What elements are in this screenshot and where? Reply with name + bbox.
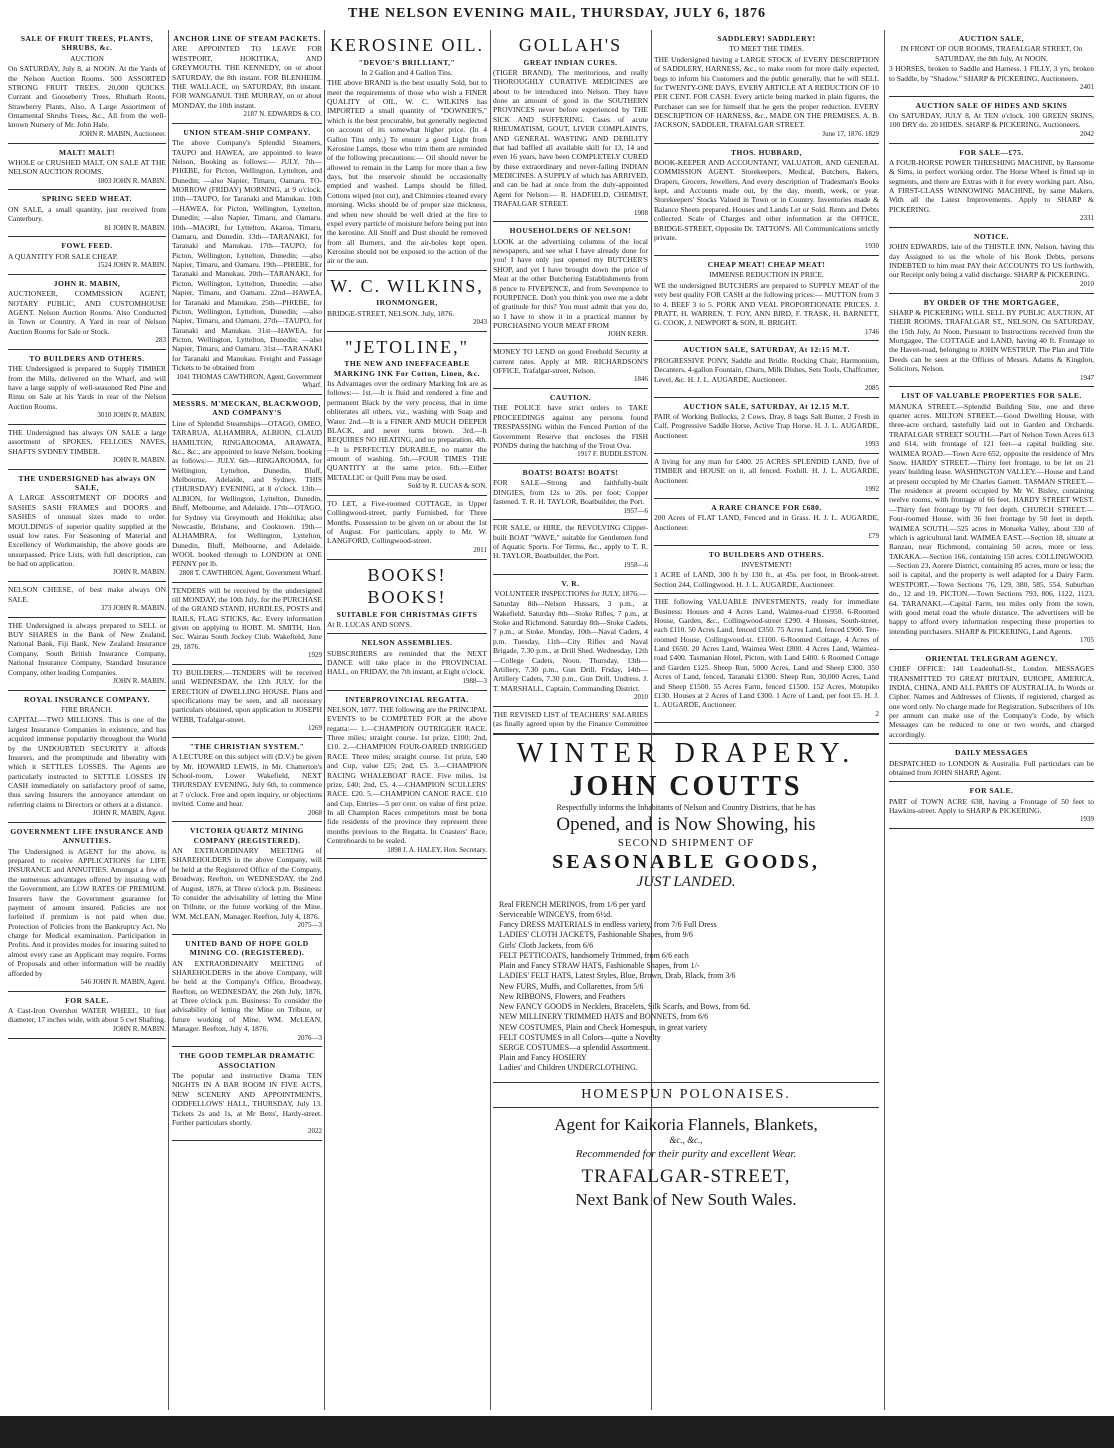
- ad-heading: BOATS! BOATS! BOATS!: [522, 468, 619, 477]
- ad-signature: JOHN R. MABIN, Agent.: [92, 809, 166, 818]
- drapery-title: WINTER DRAPERY.: [516, 738, 856, 769]
- ad-body-text: LOOK at the advertising columns of the local newspapers, and see what I have already done for you! I have only just opened my BUTCHER'S SHOP, and yet I have brought down the price of Meat at the other Butchering Establishments from 8 pence to FIVEPENCE, and from Sevenpence to FOURPENCE. Don't you think you owe me a debt of gratitude for this? You must admit that you do, so I have to show it in a practical manner by PURCHASING YOUR MEAT FROM: [493, 236, 648, 330]
- advertisement: [327, 271, 487, 332]
- ad-body-text: AN EXTRAORDINARY MEETING of SHAREHOLDERS in the above Company, will be held at the Company's Office, Broadway, Reefton, on WEDNESDAY, the 26th July, 1876, at Three o'clock p.m. Business: To consider the advisability of letting the Mine on Tribute, or future working of Mine. WM. McLEAN, Manager. Reefton, July 4, 1876.: [172, 958, 322, 1034]
- advertisement: [889, 782, 1094, 829]
- ad-signature: 1958—6: [623, 560, 648, 569]
- ad-heading: HOUSEHOLDERS OF NELSON!: [509, 226, 632, 236]
- advertisement: [889, 650, 1094, 744]
- ad-body-text: Its Advantages over the ordinary Marking Ink are as follows:— 1st.—It is fluid and rendered a fine and permanent Black by the very process, that in time obliterates all others, viz., washing with Soap and Water. 2nd.—It is a FINER AND MUCH DEEPER BLACK, and never turns brown. 3rd.—It REQUIRES NO HEATING, and no preparation. 4th.—It is PERFECTLY DURABLE, no matter the amount of washing. 5th.—FOUR TIMES THE QUANTITY at the same price. 6th.—Either METALLIC or Quill Pens may be used.: [327, 379, 487, 482]
- winter-drapery-ad: [493, 733, 879, 1211]
- advertisement: [327, 634, 487, 690]
- ad-heading: JOHN R. MABIN,: [53, 278, 121, 288]
- ad-subheading: In 2 Gallon and 4 Gallon Tins.: [361, 67, 453, 77]
- ad-signature: 1917 F. BUDDLESTON.: [577, 450, 648, 459]
- ad-body-text: At R. LUCAS AND SON'S.: [327, 619, 412, 629]
- advertisement: [8, 237, 166, 275]
- advertisement: [889, 97, 1094, 144]
- advertisement: [654, 546, 879, 595]
- drapery-item: Real FRENCH MERINOS, from 1/6 per yard: [499, 899, 646, 909]
- advertisement: [327, 691, 487, 860]
- advertisement: [8, 691, 166, 823]
- advertisement: [493, 30, 648, 222]
- advertisement: [327, 332, 487, 496]
- ad-display-title: W. C. WILKINS,: [330, 275, 484, 296]
- ad-body-text: TENDERS will be received by the undersigned till MONDAY, the 10th July, for the PURCHASE of the GRAND STAND, HURDLES, POSTS and RAILS, FLAG STICKS, &c. Every information given on applying to ROBT. M. SMITH, Hon. Sec. Wairau South Jockey Club. Wakefield, June 29, 1876.: [172, 585, 322, 651]
- ad-body-text: NELSON CHEESE, of best make always ON SALE.: [8, 585, 166, 604]
- ad-signature: JOHN R. MABIN.: [113, 455, 166, 464]
- advertisement: [493, 222, 648, 344]
- advertisement: [8, 190, 166, 237]
- drapery-item: LADIES' CLOTH JACKETS, Fashionable Shapes, from 9/6: [499, 930, 693, 940]
- ad-body-text: The popular and instructive Drama TEN NIGHTS IN A BAR ROOM IN FIVE ACTS, NEW SCENERY AND APPOINTMENTS, ODDFELLOWS' HALL, THURSDAY, July 13. Tickets 2s and 1s, at Mr Betts', Hardy-street. Further particulars shortly.: [172, 1071, 322, 1127]
- ad-signature: 81 JOHN R. MABIN.: [104, 223, 166, 232]
- ad-body-text: THE POLICE have strict orders to TAKE PROCEEDINGS against any persons found TRESPASSING within the Fenced Portion of the Government Reserve that encloses the FISH PONDS during the hatching of the Trout Ova.: [493, 403, 648, 450]
- ad-signature: 1846: [634, 375, 648, 384]
- advertisement: [172, 1047, 322, 1141]
- ad-body-text: FOR SALE—Strong and faithfully-built DINGIES, from 12s to 20s. per foot; Copper fastened. T. R. H. TAYLOR, Boatbuilder, the Port.: [493, 478, 648, 507]
- column-rule: [884, 30, 885, 1410]
- advertisement: [172, 30, 322, 124]
- ad-body-text: TO BUILDERS.—TENDERS will be received until WEDNESDAY, the 12th JULY, for the ERECTION of DWELLING HOUSE. Plans and specifications may be seen, and all necessary particulars obtained, upon application to JOSEPH WEBB, Trafalgar-street.: [172, 667, 322, 724]
- ad-signature: 2022: [308, 1127, 322, 1136]
- advertisement: [889, 228, 1094, 294]
- advertisement: [654, 30, 879, 144]
- ad-signature: 373 JOHN R. MABIN.: [100, 603, 166, 612]
- column-rule: [324, 30, 325, 1410]
- ad-signature: 1803 JOHN R. MABIN.: [97, 176, 166, 185]
- advertisement: [8, 618, 166, 691]
- masthead: THE NELSON EVENING MAIL, THURSDAY, JULY 6, 1876: [347, 6, 767, 21]
- drapery-item: New FURS, Muffs, and Collarettes, from 5/6: [499, 981, 644, 991]
- ad-heading: DAILY MESSAGES: [955, 748, 1028, 758]
- ad-heading: AUCTION SALE, SATURDAY, At 12.15 M.T.: [683, 401, 850, 411]
- ad-signature: 2042: [1080, 129, 1094, 138]
- ad-signature: 2: [875, 709, 879, 718]
- ad-heading: IRONMONGER,: [376, 298, 438, 308]
- ad-body-text: THE REVISED LIST of TEACHERS' SALARIES (as finally agreed upon by the Finance Committee: [493, 709, 648, 729]
- ad-signature: 2075—3: [297, 921, 322, 929]
- ad-subheading: IN FRONT OF OUR ROOMS, TRAFALGAR STREET, On SATURDAY, the 8th July, At NOON.: [900, 44, 1083, 63]
- ad-signature: 3010 JOHN R. MABIN.: [97, 411, 166, 419]
- drapery-agent: Agent for Kaikoria Flannels, Blankets,: [554, 1114, 818, 1134]
- ad-signature: 2043: [473, 318, 487, 326]
- ad-body-text: THE following VALUABLE INVESTMENTS, ready for immediate Business: Houses and 4 Acres Land, Waimea-road £1950. 6-Roomed House, Garden, &c., Collingwood-street £290. 4 Houses, South-street, each £110. 50 Acres Land, fenced £350. 75 Acres Land, fenced £900. Ten-roomed House, Collingwood-st. £1100. 6-Roomed Cottage, 4 Acres of Land £650. 20 Acres Land, Waimea West £800. 4 Acres Land, Waimea-road £400. Tasmanian Hotel, Picton, with Land £400. 6 Roomed Cottage and Garden £125. Sheep Run, 5000 Acres, Land and Sheep £300. 350 Acres of Land, fenced, Taranaki £1300. Sheep Run, 30,000 Acres, Land and Sheep £1500. 55 Acres Farm, fenced £1500. 152 Acres, Motupiko £130. Houses at 2 Acres of Land £300. 1 Acre of Land, per foot £5. H. J. L. AUGARDE, Auctioneer.: [654, 597, 879, 710]
- ad-heading: SALE OF FRUIT TREES, PLANTS, SHRUBS, &c.: [20, 34, 154, 53]
- ad-signature: 1930: [865, 242, 879, 251]
- ad-body-text: THE Undersigned is prepared to Supply TIMBER from the Mills, delivered on the Wharf, and will have a large supply of well-seasoned Red Pine and Rimu on Sale at his Yards in rear of the Nelson Auction Rooms.: [8, 364, 166, 411]
- ad-body-text: Line of Splendid Steamships—OTAGO, OMEO, TARARUA, ALHAMBRA, ALBION, CLAUD HAMILTON, RINGAROOMA, ARAWATA, &c., &c., are appointed to leave Nelson, booking as follows:— JULY. 6th—RINGAROOMA, for Wellington, Lyttelton, Dunedin, Bluff, Melbourne, Adelaide, and Sydney. THIS (THURSDAY) EVENING, at 8 o'clock. 13th—ALBION, for Wellington, Lyttelton, Dunedin, Bluff, Melbourne, and Adelaide. 17th—OTAGO, for Sydney via Greymouth and Hokitika; also Newcastle, Brisbane, and Cooktown. 19th—ALHAMBRA, for Wellington, Lyttelton, Dunedin, Bluff, Melbourne, and Adelaide. WOOL booked through to LONDON at ONE PENNY per lb.: [172, 418, 322, 569]
- advertisement: [8, 275, 166, 350]
- ad-subheading: IMMENSE REDUCTION IN PRICE.: [709, 270, 824, 280]
- ad-signature: 2187 N. EDWARDS & CO.: [243, 110, 322, 118]
- ad-heading: BY ORDER OF THE MORTGAGEE,: [923, 297, 1060, 307]
- advertisement: [493, 575, 648, 707]
- advertisement: [8, 470, 166, 583]
- ad-heading: CHEAP MEAT! CHEAP MEAT!: [707, 260, 826, 269]
- advertisement: [8, 425, 166, 470]
- ad-heading: ANCHOR LINE OF STEAM PACKETS.: [173, 34, 321, 43]
- ad-body-text: THE Undersigned is always prepared to SELL or BUY SHARES in the Bank of New Zealand, National Bank, Fiji Bank, New Zealand Insurance Company, South British Insurance Company, National Insurance Company, Standard Insurance Company, other leading Companies.: [8, 620, 166, 677]
- ad-body-text: A LARGE ASSORTMENT OF DOORS and SASHES SASH FRAMES and DOORS and SASHES of unusual sizes made to order. MOULDINGS of superior quality supplied at the usual low rates. For Seasoning of Material and Excellency of Workmanship, the above goods are unsurpassed. Price Lists, with full description, can be had on application.: [8, 493, 166, 568]
- ad-heading: MESSRS. M'MECKAN, BLACKWOOD, AND COMPANY'S: [173, 399, 321, 418]
- ad-heading: AUCTION SALE OF HIDES AND SKINS: [915, 100, 1068, 110]
- ad-heading: UNITED BAND OF HOPE GOLD MINING CO. (REGISTERED).: [185, 938, 309, 958]
- ad-signature: 1041 THOMAS CAWTHRON, Agent, Government Wharf.: [176, 372, 322, 390]
- ad-body-text: JOHN EDWARDS, late of the THISTLE INN, Nelson, having this day Assigned to us the whole of his Book Debts, persons INDEBTED to him must PAY their ACCOUNTS TO US forthwith, our Receipt only being a valid discharge. SHARP & PICKERING.: [889, 242, 1094, 280]
- ad-signature: 1524 JOHN R. MABIN.: [97, 261, 166, 269]
- ad-body-text: 3 HORSES, broken to Saddle and Harness. 1 FILLY, 3 yrs, broken to Saddle, by "Shadow." SHARP & PICKERING, Auctioneers.: [889, 64, 1094, 83]
- ad-heading: THE UNDERSIGNED has always ON SALE,: [18, 473, 156, 492]
- advertisement: [8, 144, 166, 191]
- advertisement: [493, 464, 648, 520]
- advertisement: [8, 350, 166, 425]
- ad-body-text: THE Undersigned has always ON SALE a large assortment of SPOKES, FELLOES NAVES, SHAFTS SYDNEY TIMBER.: [8, 427, 166, 456]
- advertisement: [654, 454, 879, 499]
- ad-heading: TO BUILDERS AND OTHERS.: [708, 549, 825, 559]
- ad-heading: SADDLERY! SADDLERY!: [717, 34, 816, 43]
- ad-signature: 2010: [634, 693, 648, 701]
- ad-signature: JOHN KERR.: [607, 330, 648, 339]
- ad-body-text: THE above BRAND is the best usually Sold, but to meet the requirements of those who wish a FINER QUALITY of OIL, W. C. WILKINS has IMPORTED a small quantity of "DOWNER'S," which is the best procurable, but generally neglected on account of its somewhat higher price. (In 4 Gallon Tins only.) To ensure a good Light from Kerosine Lamps, those who trim them are reminded of the following precautions:— Oil should never be allowed to remain in the Lamp for more than a few days, but the reservoir should be occasionally emptied and washed. Lamps should be filled, Cottons wiped (not cut), and Chimnies cleaned every morning. Wicks should be of proper size thickness, and when new should be well dried at the fire to expel every particle of moisture before being put into the kerosine. All Snuff and Dust should be removed from all Burners, and the air-holes kept open. Kerosine should not be exposed to the action of the air or the sun.: [327, 78, 487, 266]
- ad-subheading: AUCTION: [70, 53, 104, 63]
- ad-body-text: 1 ACRE of LAND, 300 ft by 130 ft., at 45s. per foot, in Brook-street. Section 244, Collingwood. H. J. L. AUGARDE, Auctioneer.: [654, 570, 879, 589]
- drapery-merchant: JOHN COUTTS: [569, 770, 803, 802]
- ad-signature: 2011: [473, 545, 487, 554]
- advertisement: [327, 30, 487, 271]
- ad-heading: NELSON ASSEMBLIES.: [361, 638, 453, 648]
- advertisement: [654, 144, 879, 257]
- ad-heading: INTERPROVINCIAL REGATTA.: [345, 694, 469, 704]
- ad-heading: THE GOOD TEMPLAR DRAMATIC ASSOCIATION: [179, 1051, 315, 1070]
- ad-heading: FOR SALE.: [969, 786, 1014, 796]
- ad-body-text: (TIGER BRAND). The meritorious, and really THOROUGHLY CURATIVE MEDICINES are about to be introduced into Nelson. They have done an amount of good in the SOUTHERN PROVINCES never before experienced by THE SICK AND SUFFERING. Cases of acute RHEUMATISM, GOUT, LIVER COMPLAINTS, AND GENERAL WASTING AND DEBILITY that had baffled all available skill for 13, 14 and even 16 years, have been COMPLETELY CURED by these extraordinary and never-failing INDIAN MEDICINES. A SUPPLY of which has ARRIVED, and can be had at once from the duly-appointed Agent for Nelson:— R. HADFIELD, CHEMIST, TRAFALGAR STREET.: [493, 67, 648, 209]
- ad-heading: ROYAL INSURANCE COMPANY.: [23, 694, 151, 704]
- ad-signature: £79: [868, 531, 879, 540]
- advertisement: [8, 992, 166, 1039]
- ad-body-text: 200 Acres of FLAT LAND, Fenced and in Grass. H. J. L. AUGARDE, Auctioneer.: [654, 513, 879, 532]
- ad-heading: A RARE CHANCE FOR £680.: [711, 502, 822, 512]
- ad-signature: 1992: [865, 485, 879, 493]
- ad-heading: THOS. HUBBARD,: [731, 147, 802, 157]
- ad-heading: LIST OF VALUABLE PROPERTIES FOR SALE.: [901, 391, 1082, 401]
- column-6: [889, 30, 1094, 1410]
- advertisement: [8, 823, 166, 992]
- drapery-item: SERGE COSTUMES—a splendid Assortment.: [499, 1042, 651, 1052]
- ad-heading: "THE CHRISTIAN SYSTEM.": [189, 741, 305, 751]
- ad-body-text: The Undersigned is AGENT for the above, is prepared to receive APPLICATIONS for LIFE INSURANCE and ANNUITIES. Amongst a few of the numerous advantages offered by insuring with the Government, are LOW RATES OF PREMIUM. Insurers have the Government guarantee for payment of amount insured. Policies are not forfeited if premium is not paid when due. Protection of Policies from the Bankruptcy Act. No charge for Medical examination. Participation in Profits. And it provides modes for insuring suited to almost every case an Applicant may require. Forms of Proposals and other information will be readily afforded by: [8, 846, 166, 978]
- drapery-seasonable: SEASONABLE GOODS,: [552, 850, 820, 873]
- ad-heading: THE NEW AND INEFFACEABLE MARKING INK For Cotton, Linen, &c.: [333, 359, 481, 378]
- ad-body-text: TO LET, a Five-roomed COTTAGE, in Upper Collingwood-street, partly Furnished, for Three Months. Possession to be given on or about the 1st of August. For particulars, apply to Mr. W. LANGFORD, Collingwood-street.: [327, 498, 487, 546]
- advertisement: [493, 707, 648, 730]
- advertisement: [493, 344, 648, 389]
- drapery-item: NEW MILLINERY TRIMMED HATS and BONNETS, from 6/6: [499, 1012, 709, 1022]
- drapery-item: New FANCY GOODS in Necklets, Bracelets, Silk Scarfs, and Bows, from 6d.: [499, 1002, 751, 1012]
- ad-signature: 1746: [865, 327, 879, 336]
- ad-body-text: SUBSCRIBERS are reminded that the NEXT DANCE will take place in the PROVINCIAL HALL, on FRIDAY, the 7th instant, at Eight o'clock.: [327, 648, 487, 677]
- ad-body-text: BRIDGE-STREET, NELSON. July, 1876.: [327, 308, 455, 318]
- ad-signature: JOHN R. MABIN.: [113, 568, 166, 577]
- ad-body-text: PART of TOWN ACRE 638, having a Frontage of 50 feet to Hawkins-street. Apply to SHARP & PICKERING.: [889, 796, 1094, 815]
- advertisement: [327, 496, 487, 560]
- ad-display-title: "JETOLINE,": [345, 336, 469, 357]
- advertisement: [654, 341, 879, 397]
- ad-body-text: CAPITAL—TWO MILLIONS. This is one of the largest Insurance Companies in existence, and has acquired immense popularity throughout the World by the UNDOUBTED SECURITY it affords Insurers, and the promptitude and liberality with which it SETTLES LOSSES. The Agents are particularly instructed to SETTLE LOSSES IN CASH immediately on satisfactory proof of same, thus saving Insurers the annoyance attendant on referring claims to Directors or others at a distance.: [8, 715, 166, 809]
- column-3: [327, 30, 487, 1410]
- drapery-second: SECOND SHIPMENT OF: [617, 837, 755, 850]
- drapery-etc: &c., &c.,: [669, 1135, 703, 1146]
- ad-heading: AUCTION SALE,: [958, 34, 1025, 43]
- ad-body-text: A LECTURE on this subject will (D.V.) be given by Mr. HOWARD LEWIS, in Mr. Chatterton's School-room, Lower Wakefield, NEXT THURSDAY EVENING, July 6th, to commence at 7 o'clock. Free and open inquiry, or objections invited. Come and hear.: [172, 752, 322, 809]
- advertisement: [172, 583, 322, 665]
- ad-signature: 2085: [865, 383, 879, 392]
- ad-heading: GOVERNMENT LIFE INSURANCE AND ANNUITIES.: [10, 826, 164, 846]
- ad-display-title: GOLLAH'S: [518, 35, 623, 55]
- ad-signature: 1988—3: [462, 676, 487, 685]
- ad-display-title: KEROSINE OIL.: [330, 35, 484, 55]
- advertisement: [172, 124, 322, 395]
- ad-heading: SPRING SEED WHEAT.: [41, 194, 133, 204]
- drapery-polonaises: HOMESPUN POLONAISES.: [493, 1082, 879, 1108]
- drapery-item: Plain and Fancy HOSIERY: [499, 1053, 587, 1063]
- ad-signature: 2010: [1080, 279, 1094, 288]
- drapery-item: Girls' Cloth Jackets, from 6/6: [499, 940, 594, 950]
- advertisement: [8, 582, 166, 618]
- advertisement: [172, 395, 322, 583]
- drapery-item: New RIBBONS, Flowers, and Feathers: [499, 991, 626, 1001]
- column-rule: [168, 30, 169, 1410]
- ad-signature: JOHN R. MABIN, Auctioneer.: [79, 129, 166, 138]
- advertisement: [493, 389, 648, 464]
- advertisement: [8, 30, 166, 144]
- ad-signature: 1993: [865, 440, 879, 449]
- ad-heading: AUCTION SALE, SATURDAY, At 12:15 M.T.: [683, 345, 850, 355]
- column-1: [8, 30, 166, 1410]
- ad-heading: FOR SALE.: [65, 995, 109, 1005]
- ad-signature: 2331: [1080, 214, 1094, 223]
- drapery-landed: JUST LANDED.: [636, 873, 736, 890]
- advertisement: [493, 520, 648, 574]
- ad-signature: 1929: [308, 651, 322, 660]
- advertisement: [172, 822, 322, 935]
- advertisement: [654, 499, 879, 546]
- ad-heading: FOR SALE—£75.: [959, 147, 1024, 157]
- ad-signature: 1705: [1080, 636, 1094, 644]
- ad-display-title: BOOKS! BOOKS!: [367, 564, 447, 607]
- ad-body-text: A QUANTITY FOR SALE CHEAP.: [8, 251, 118, 261]
- ad-body-text: A FOUR-HORSE POWER THRESHING MACHINE, by Ransome & Sims, in perfect working order. The Horse Wheel is fitted up in segments, and there are Extras with it for every working part. Also, A FIRST-CLASS WINNOWING MACHINE, by same Makers, With all the Latest Improvements. Apply to SHARP & PICKERING.: [889, 157, 1094, 214]
- ad-heading: UNION STEAM-SHIP COMPANY.: [183, 127, 311, 137]
- ad-heading: "DEVOE'S BRILLIANT,": [358, 57, 456, 67]
- ad-body-text: AUCTIONEER, COMMISSION AGENT, NOTARY PUBLIC, AND CUSTOMHOUSE AGENT. Nelson Auction Rooms. Also Conducted in Town or Country. A Yard in rear of Nelson Auction Rooms for Sale or Stock.: [8, 289, 166, 336]
- ad-body-text: On SATURDAY, JULY 8, At TEN o'clock. 100 GREEN SKINS, 100 DRY do. 20 HIDES. SHARP & PICKERING, Auctioneers.: [889, 111, 1094, 130]
- ad-signature: 2808 T. CAWTHRON, Agent, Government Wharf.: [179, 568, 322, 577]
- advertisement: [889, 294, 1094, 388]
- ad-subheading: INVESTMENT!: [741, 560, 792, 569]
- ad-body-text: PAIR of Working Bullocks, 2 Cows, Dray, 8 bags Salt Butter, 2 Fresh in Calf, Progressive Saddle Horse, Active Trap Horse. H. J. L. AUGARDE, Auctioneer.: [654, 412, 879, 440]
- ad-body-text: SHARP & PICKERING WILL SELL BY PUBLIC AUCTION, AT THEIR ROOMS, TRAFALGAR ST., NELSON, On SATURDAY, the 15th July, At Noon, Pursuant to Instructions received from the Mortgagee, The COTTAGE and LAND, having 40 ft. Frontage to the Haven-road, belonging to JOHN WESTRUP. The Plan and Title Deeds can be seen at the Offices of Messrs. Adams & Kingdon, Solicitors, Nelson.: [889, 307, 1094, 374]
- ad-body-text: NELSON, 1877. THE following are the PRINCIPAL EVENTS to be COMPETED FOR at the above regatta:— 1.—CHAMPION OUTRIGGER RACE. Three miles; straight course. 1st prize, £100; 2nd, £10. 2.—CHAMPION FOUR-OARED INRIGGED RACE. Three miles; straight course. 1st prize, £40 and Cup, value £25; 2nd, £5. 3.—CHAMPION RACING WHALEBOAT RACE. Five miles. 1st prize, £40; 2nd, £5. 4.—CHAMPION SCULLERS' RACE. £20. 5.—CHAMPION CANOE RACE. £10 and Cup. Entries—5 per cent. on value of first prize. In all Champion Races competitors must be bona fide residents of the province they represent three months previous to the Regatta. In Coasters' Race, Centreboards to be sealed.: [327, 704, 487, 846]
- ad-subheading: VOLUNTEER INSPECTIONS for JULY, 1876:—: [494, 588, 647, 598]
- ad-body-text: CHIEF OFFICE: 140 Leadenhall-St., London. MESSAGES TRANSMITTED TO GREAT BRITAIN, EUROPE, AMERICA, INDIA, CHINA, AND ALL PARTS OF AUSTRALIA, In Words or Cipher. Names and Addresses of Clients, if registered, charged as one word only. No charge made for Registration. Subscribers of 10s per annum can make use of the Company's Code, by which Messages can be reduced to one or two words, and charged accordingly.: [889, 664, 1094, 739]
- ad-subheading: TO MEET THE TIMES.: [729, 44, 804, 54]
- ad-body-text: Saturday 8th—Nelson Hussars, 3 p.m., at Wakefield. Saturday 8th—Stoke Rifles, 7 p.m., at Stoke and Richmond. Saturday 8th—Stoke Cadets, 7 p.m., at Stoke. Monday, 10th—Naval Cadets, 4 p.m. Tuesday, 11th—City Rifles and Naval Brigade, 7.30 p.m., at Drill Shed. Wednesday, 12th—College Cadets, Noon. Thursday, 13th—Artillery, 7.30 p.m., Gun Drill. Friday, 14th—Artillery Cadets, 7.30 p.m., Gun Drill. Undress. J. T. MARSHALL, Captain, Commanding District.: [493, 599, 648, 693]
- drapery-item: Serviceable WINCEYS, from 6½d.: [499, 909, 613, 919]
- ad-heading: CAUTION.: [549, 393, 592, 402]
- column-rule: [490, 30, 491, 1410]
- ad-signature: 2401: [1080, 82, 1094, 91]
- drapery-opened: Opened, and is Now Showing, his: [556, 813, 816, 835]
- ad-heading: V. R.: [561, 578, 580, 588]
- ad-signature: June 17, 1876. 1829: [822, 129, 879, 138]
- ad-body-text: WE the undersigned BUTCHERS are prepared to SUPPLY MEAT of the very best quality FOR CASH at the following prices:— MUTTON from 3 to 4. BEEF 3 to 5. PORK AND VEAL PROPORTIONATE PRICES. J. PRATT, H. WARREN, T. FOY, ANN BIRD, F. TRASK, H. BARNETT, G. COOK, J. NEWPORT & SON, R. BRIGHT.: [654, 280, 879, 328]
- ad-body-text: BOOK-KEEPER AND ACCOUNTANT, VALUATOR, AND GENERAL COMMISSION AGENT. Storekeepers, Medical, Butchers, Bakers, Drapers, Grocers, Jewellers, And every description of Tradesman's Books kept, and Accounts made out, by the day, month, week, or year. Storekeepers' Stocks Valued in Town or in Country. Inventories made & Balance Sheets prepared. Houses and Lands Let or Sold. Rents and Debts collected. Scale of Charges and other information at the OFFICE, BRIDGE-STREET, Opposite Dr. TATTON'S. All Communications strictly private.: [654, 157, 879, 242]
- ad-signature: 1939: [1080, 815, 1094, 824]
- ad-body-text: ARE APPOINTED TO LEAVE FOR WESTPORT, HOKITIKA, AND GREYMOUTH. THE KENNEDY, on or about SATURDAY, the 8th instant. FOR BLENHEIM. THE WALLACE, on SATURDAY, 8th instant. FOR WANGANUI. THE MURRAY, on or about MONDAY, the 10th instant.: [172, 44, 322, 110]
- advertisement: [889, 30, 1094, 97]
- advertisement: [172, 935, 322, 1048]
- ad-heading: NOTICE.: [974, 231, 1009, 241]
- drapery-item: Plain and Fancy STRAW HATS, Fashionable Shapes, from 1/-: [499, 961, 700, 971]
- drapery-item: Ladies' and Children UNDERCLOTHING.: [499, 1063, 638, 1073]
- drapery-street: TRAFALGAR-STREET,: [581, 1165, 791, 1187]
- ad-signature: 283: [155, 336, 166, 344]
- advertisement: [654, 256, 879, 341]
- ad-signature: 1957—6: [623, 506, 648, 515]
- drapery-recommended: Recommended for their purity and excellent Wear.: [575, 1147, 797, 1160]
- ad-body-text: A Cast-Iron Overshot WATER WHEEL, 10 feet diameter, 17 inches wide, with about 5 cwt Shafting.: [8, 1006, 166, 1025]
- ad-body-text: THE Undersigned having a LARGE STOCK of EVERY DESCRIPTION of SADDLERY, HARNESS, &c., to make room for more daily expected, begs to inform his Customers and the public generally, that he will SELL for TWENTY-ONE DAYS, EVERY ARTICLE AT A REDUCTION OF 10 PER CENT. FOR CASH. Every article being marked in plain figures, the Purchaser can see for himself that he gets the proper reduction. EVERY DESCRIPTION OF HARNESS, &c., MADE ON THE PREMISES. A. B. JACKSON, SADDLER, TRAFALGAR STREET.: [654, 54, 879, 130]
- advertisement: [654, 594, 879, 723]
- advertisement: [889, 144, 1094, 228]
- ad-body-text: WHOLE or CRUSHED MALT, ON SALE AT THE NELSON AUCTION ROOMS.: [8, 157, 166, 177]
- drapery-item: LADIES' FELT HATS, Latest Styles, Blue, Brown, Drab, Black, from 3/6: [499, 971, 736, 981]
- drapery-item-list: [493, 900, 879, 1074]
- ad-body-text: The above Company's Splendid Steamers, TAUPO and HAWEA, are appointed to leave Nelson, Booking as follows:— JULY. 7th—PHŒBE, for Picton, Wellington, Lyttelton, and Dunedin; —also Napier, Timaru, Oamaru. TO-MORROW (FRIDAY) MORNING, at 9 o'clock. 10th—TAUPO, for Taranaki and Manukau. 10th—HAWEA, for Picton, Wellington, Lyttelton, Dunedin; —also Napier, Timaru, and Oamaru. 10th—MAORI, for Lyttelton, Akaroa, Timaru, Oamaru, and Dunedin. 13th—TARANAKI, for Taranaki and Manukau. 17th—TAUPO, for Picton, Wellington, Lyttelton, Dunedin; —also Napier, Timaru, and Oamaru. 19th—PHŒBE, for Taranaki and Manukau. 20th—TARANAKI, for Picton, Wellington, Lyttelton, Dunedin; —also Napier, Timaru, and Oamaru. 22nd—HAWEA, for Taranaki and Manukau. 25th—PHŒBE, for Picton, Wellington, Lyttelton, Dunedin; —also Napier, Timaru, and Oamaru. 27th—TAUPO, for Taranaki and Manukau. 31st—HAWEA, for Picton, Wellington, Lyttelton, Dunedin; —also Napier, Timaru, and Oamaru. 31st—TARANAKI for Taranaki and Manukau. Freight and Passage Tickets to be obtained from: [172, 138, 322, 373]
- ad-signature: 2076—3: [297, 1033, 322, 1042]
- ad-signature: JOHN R. MABIN.: [113, 676, 166, 685]
- ad-body-text: AN EXTRAORDINARY MEETING of SHAREHOLDERS in the above Company, will be held at the Registered Office of the Company, Broadway, Reefton, on WEDNESDAY, the 2nd of August, 1876, at Three o'clock p.m. Business: To consider the advisability of letting the Mine on Tribute, or the future working of the Mine. WM. McLEAN, Manager. Reefton, July 4, 1876.: [172, 846, 322, 921]
- ad-heading: MALT! MALT!: [59, 147, 115, 157]
- ad-body-text: PROGRESSIVE PONY, Saddle and Bridle. Rocking Chair, Harmonium, Decanters, 4-gallon Fountain, Churn, Milk Dishes, Sets Tools, Chaffcutter, Level, &c. H. J. L. AUGARDE, Auctioneer.: [654, 355, 879, 384]
- advertisement: [889, 387, 1094, 650]
- ad-body-text: ON SALE, a small quantity, just received from Canterbury.: [8, 204, 166, 224]
- drapery-item: FELT COSTUMES in all Colors—quite a Novelty: [499, 1032, 661, 1042]
- ad-body-text: MONEY TO LEND on good Freehold Security at current rates. Apply at MR. RICHARDSON'S OFFICE, Trafalgar-street, Nelson.: [493, 347, 648, 375]
- ad-subheading: FIRE BRANCH.: [61, 705, 113, 714]
- drapery-item: FELT PETTICOATS, handsomely Trimmed, from 6/6 each: [499, 950, 689, 960]
- ad-signature: 1947: [1080, 373, 1094, 382]
- ad-signature: 546 JOHN R. MABIN, Agent.: [80, 977, 166, 986]
- advertisement: [327, 560, 487, 635]
- ad-heading: SUITABLE FOR CHRISTMAS GIFTS: [336, 609, 478, 619]
- ad-signature: 1269: [308, 724, 322, 733]
- advertisement: [172, 665, 322, 738]
- ad-body-text: DESPATCHED to LONDON & Australia. Full particulars can be obtained from JOHN SHARP, Agent.: [889, 758, 1094, 777]
- column-5-visible: [654, 30, 879, 730]
- page-bottom-band: [0, 1416, 1114, 1448]
- drapery-intro: Respectfully informs the Inhabitants of Nelson and Country Districts, that he has: [556, 803, 816, 813]
- ad-heading: GREAT INDIAN CURES.: [523, 57, 618, 67]
- ad-body-text: On SATURDAY, July 8, at NOON. At the Yards of the Nelson Auction Rooms. 500 ASSORTED STRONG FRUIT TREES. 20,000 QUICKS. Currant and Gooseberry Trees, Rhubarb Roots, Strawberry Plants, Also, A Large Assortment of Ornamental Shrubs Trees, &c., All from the well-known Nursery of Mr. John Hale.: [8, 64, 166, 130]
- ad-signature: JOHN R. MABIN.: [113, 1024, 166, 1033]
- advertisement: [654, 398, 879, 454]
- drapery-item: NEW COSTUMES, Plain and Check Homespun, in great variety: [499, 1022, 708, 1032]
- ad-heading: TO BUILDERS AND OTHERS.: [29, 353, 145, 363]
- ad-signature: 1898 J. A. HALEY, Hon. Secretary.: [387, 845, 487, 854]
- ad-signature: 1908: [634, 208, 648, 217]
- ad-body-text: MANUKA STREET.—Splendid Building Site, one and three quarter acres. MILTON STREET.—Good Dwelling House, with three-acre orchard, tastefully laid out in Garden and Orchards. TRAFALGAR STREET SOUTH.—Part of Nelson Town Acres 613 and 614, with frontage of 121 feet—a capital building site. WAIMEA ROAD.—Town Acre 652, opposite the residence of Mrs Snow. HARDY STREET.—Thirty feet frontage, to be let on 21 years' building lease. WASHINGTON VALLEY.—House and Land at present occupied by Mr Charles Garnett. TASMAN STREET.—The residence at present occupied by Mr W. Bisley, containing twelve rooms, with frontage of 66 feet. HARDY STREET WEST.—Thirty feet frontage by 70 feet depth. CHURCH STREET.—Four-roomed House, with 36 feet frontage by 50 feet in depth. WAIMEA SOUTH.—525 acres in Motueka Valley, about 330 of which is agricultural land. WAIMEA EAST.—Section 18, situate at Ranzau, near Richmond, containing 50 acres, more or less. TAKAKA.—Section 166, containing 150 acres. COLLINGWOOD.—Section 23, Aorere District, containing 85 acres, more or less; the soil is capital, and the property is well adapted for a Dairy Farm. WESTPORT.—Town Sections '76, 129, 380, 585, 554. Suburban do., 12 and 19. PICTON.—Town Sections 793, 806, 1122, 1123, 64. TARANAKI.—Capital Farm, ten miles only from the town, with good metal road the whole distance. The advertisers will be happy to afford every information respecting these properties to intending purchasers. SHARP & PICKERING, Land Agents.: [889, 401, 1094, 636]
- ad-heading: FOWL FEED.: [61, 241, 113, 251]
- ad-heading: VICTORIA QUARTZ MINING COMPANY (REGISTERED).: [190, 826, 304, 845]
- advertisement: [172, 738, 322, 822]
- ad-body-text: A living for any man for £400. 25 ACRES SPLENDID LAND, five of TIMBER and HOUSE on it, all fenced. Foxhill. H. J. L. AUGARDE, Auctioneer.: [654, 456, 879, 485]
- drapery-item: Fancy DRESS MATERIALS in endless variety, from 7/6 Full Dress: [499, 920, 717, 930]
- ad-heading: ORIENTAL TELEGRAM AGENCY.: [925, 653, 1058, 663]
- ad-body-text: FOR SALE, or HIRE, the REVOLVING Clipper-built BOAT "WAVE," suitable for Gentlemen fond of Aquatic Sports. For Terms, &c., apply to T. R. H. TAYLOR, Boatbuilder, the Port.: [493, 523, 648, 561]
- ad-signature: Sold by R. LUCAS & SON.: [407, 482, 487, 491]
- drapery-next-bank: Next Bank of New South Wales.: [575, 1190, 797, 1210]
- column-4: [493, 30, 648, 730]
- column-2: [172, 30, 322, 1410]
- ad-signature: 2068: [308, 808, 322, 817]
- advertisement: [889, 744, 1094, 782]
